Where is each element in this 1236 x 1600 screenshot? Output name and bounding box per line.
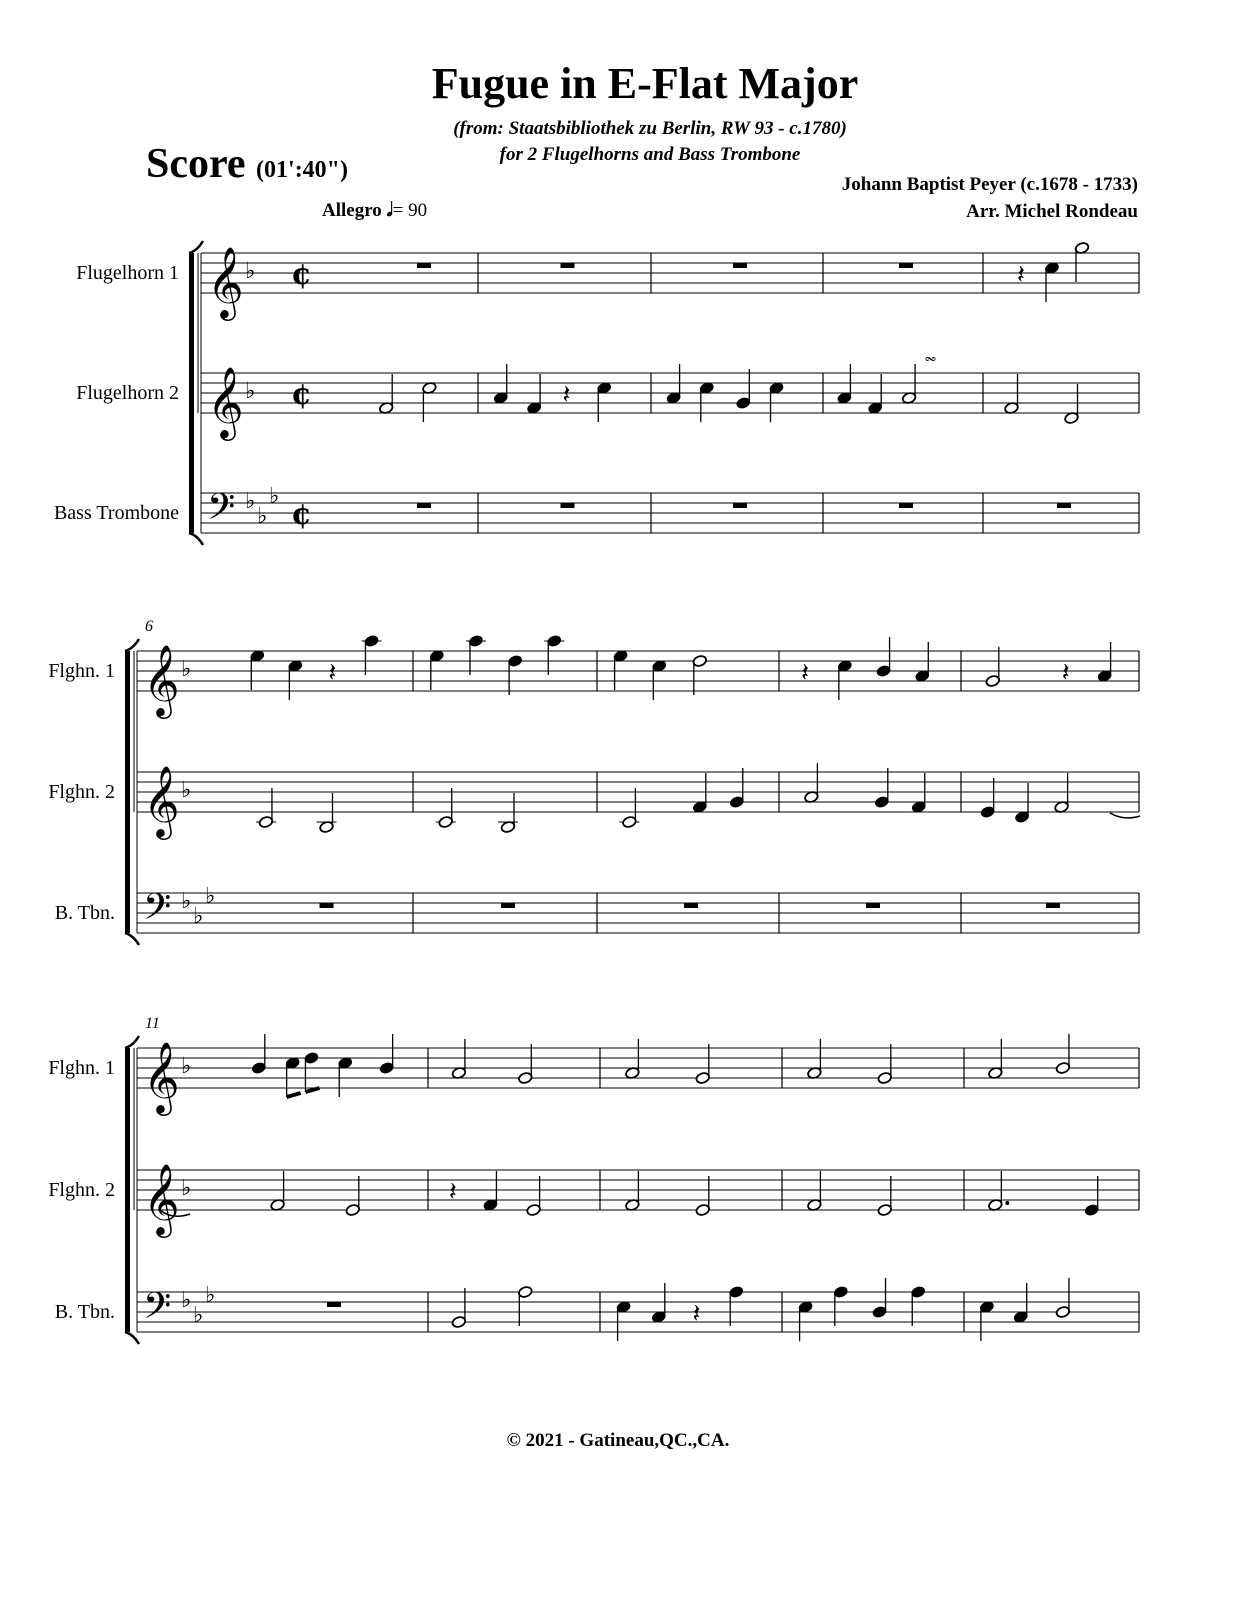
quarter-rest: 𝄽 [562,380,571,410]
note [619,788,639,829]
note [915,642,930,683]
instrumentation-subtitle: for 2 Flugelhorns and Bass Trombone [499,144,801,165]
instrument-name: Bass Trombone [53,502,179,524]
flat-sign-icon: ♭ [245,259,256,284]
note [692,654,707,695]
instrument-name: Flugelhorn 1 [76,262,179,284]
bass-clef-icon: 𝄢 [143,886,172,937]
note [1014,783,1029,824]
note [518,1044,533,1085]
measure-number: 6 [145,618,153,635]
note [729,1285,744,1326]
note [901,364,916,405]
note [498,793,518,834]
note [1013,1283,1028,1324]
bracket-hook [189,241,203,253]
note [288,659,303,700]
flat-sign-icon: ♭ [245,379,256,404]
note [379,374,394,415]
note [507,654,522,695]
cut-time-icon: ¢ [291,377,312,412]
note [317,793,337,834]
composer: Johann Baptist Peyer (c.1678 - 1733) [841,174,1138,195]
flat-sign-icon: ♭ [205,884,216,909]
system-bracket [125,1048,130,1332]
note [1097,642,1112,683]
quarter-rest: 𝄽 [801,658,810,688]
note [980,778,995,819]
flat-sign-icon: ♭ [193,1303,204,1328]
staff [48,763,1139,840]
mordent-icon: 𝆗 [925,344,937,368]
quarter-rest: 𝄽 [1017,260,1025,290]
note [251,1034,266,1075]
note [652,659,667,700]
note [988,1171,1010,1212]
whole-rest [899,263,913,268]
duration: (01':40") [256,157,348,183]
note [429,649,444,690]
note [868,374,883,415]
note [1055,1278,1070,1319]
treble-clef-icon: 𝄞 [207,245,244,318]
treble-clef-icon: 𝄞 [143,1162,180,1235]
score-label: Score (01':40") [146,141,348,187]
whole-rest [320,903,334,908]
staff [76,364,1139,441]
note [911,773,926,814]
half-note-icon: 𝅗𝅥 [386,200,393,221]
note [1084,1176,1099,1217]
system-3 [48,1015,1139,1344]
bass-clef-icon: 𝄢 [143,1285,172,1336]
note [1055,1034,1070,1075]
note [544,634,564,675]
whole-rest [561,503,575,508]
note [625,1171,640,1212]
note [979,1300,994,1341]
note [451,1039,466,1080]
note [833,1285,848,1326]
note [270,1171,285,1212]
source-subtitle: (from: Staatsbibliothek zu Berlin, RW 93 - c.1780) [453,118,847,139]
note [985,647,1000,688]
treble-clef-icon: 𝄞 [143,643,180,716]
note [379,1034,394,1075]
measure-number: 11 [145,1015,160,1032]
quarter-rest: 𝄽 [328,658,337,688]
note [526,1176,541,1217]
flat-sign-icon: ♭ [181,1288,192,1313]
note [1054,773,1069,814]
note [483,1171,498,1212]
flat-sign-icon: ♭ [181,1054,192,1079]
note [1064,384,1079,425]
flat-sign-icon: ♭ [181,889,192,914]
note [837,364,852,405]
bass-clef-icon: 𝄢 [207,486,236,537]
note [769,381,784,422]
bracket-hook [125,1332,139,1344]
note [729,768,744,809]
whole-rest [733,263,747,268]
cut-time-icon: ¢ [291,257,312,292]
note [807,1039,822,1080]
note [877,1176,892,1217]
staff [55,884,1139,937]
note [361,634,381,675]
note [837,659,852,700]
note [692,773,707,814]
note [345,1176,360,1217]
bracket-hook [125,933,139,945]
treble-clef-icon: 𝄞 [207,365,244,438]
instrument-name: B. Tbn. [54,1301,115,1323]
note [988,1039,1003,1080]
note [338,1056,353,1097]
note [493,364,508,405]
instrument-name: Flghn. 2 [48,1179,115,1201]
instrument-name: Flugelhorn 2 [76,382,179,404]
note [666,364,681,405]
beam [305,1088,319,1092]
instrument-name: Flghn. 1 [48,1057,115,1079]
system-2 [48,618,1139,945]
flat-sign-icon: ♭ [181,1176,192,1201]
treble-clef-icon: 𝄞 [143,1040,180,1113]
staff [76,241,1139,321]
staff [48,1034,1139,1116]
note [451,1288,466,1329]
flat-sign-icon: ♭ [269,484,280,509]
whole-rest [327,1302,341,1307]
whole-rest [1046,903,1060,908]
note [1074,241,1089,282]
whole-rest [417,503,431,508]
instrument-name: Flghn. 2 [48,781,115,803]
note [911,1285,926,1326]
note [526,374,541,415]
instrument-name: Flghn. 1 [48,660,115,682]
note [736,369,751,410]
tempo-bpm: = 90 [392,200,428,221]
note [695,1044,710,1085]
beam [287,1093,301,1097]
whole-rest [684,903,698,908]
bracket-hook [125,639,139,651]
cut-time-icon: ¢ [291,497,312,532]
quarter-rest: 𝄽 [1061,658,1070,688]
whole-rest [899,503,913,508]
arranger: Arr. Michel Rondeau [966,201,1138,222]
system-bracket [189,253,194,533]
note [250,649,265,690]
copyright: © 2021 - Gatineau,QC.,CA. [506,1430,730,1451]
system-bracket [125,651,130,933]
flat-sign-icon: ♭ [181,657,192,682]
bracket-hook [189,533,203,545]
note [872,1278,887,1319]
note [798,1300,813,1341]
tempo-marking: Allegro 𝅗𝅥= 90 [322,200,428,221]
quarter-rest: 𝄽 [448,1177,457,1207]
note [436,788,456,829]
note [613,649,628,690]
system-1 [54,241,1139,545]
note [256,788,276,829]
note [597,381,612,422]
quarter-rest: 𝄽 [692,1299,701,1329]
staff [48,1162,1139,1238]
whole-rest [417,263,431,268]
flat-sign-icon: ♭ [181,778,192,803]
staff [55,1278,1139,1341]
note [625,1039,640,1080]
instrument-name: B. Tbn. [54,902,115,924]
note [874,768,889,809]
note [518,1285,533,1326]
staff [48,634,1139,719]
note [466,634,486,675]
dot [1005,1201,1009,1205]
whole-rest [501,903,515,908]
whole-rest [866,903,880,908]
flat-sign-icon: ♭ [257,504,268,529]
staff [54,484,1139,537]
score-title: Fugue in E-Flat Major [431,59,859,108]
note [304,1051,320,1092]
note [422,381,437,422]
whole-rest [733,503,747,508]
bracket-hook [125,1036,139,1048]
note [616,1300,631,1341]
flat-sign-icon: ♭ [245,489,256,514]
note [877,1044,892,1085]
note [699,381,714,422]
note [285,1056,301,1097]
note [651,1283,666,1324]
treble-clef-icon: 𝄞 [143,764,180,837]
flat-sign-icon: ♭ [193,904,204,929]
note [695,1176,710,1217]
whole-rest [1057,503,1071,508]
whole-rest [561,263,575,268]
flat-sign-icon: ♭ [205,1283,216,1308]
note [804,763,819,804]
note [807,1171,822,1212]
note [1044,261,1059,302]
note [876,637,891,678]
note [1004,374,1019,415]
tie [1110,813,1140,818]
